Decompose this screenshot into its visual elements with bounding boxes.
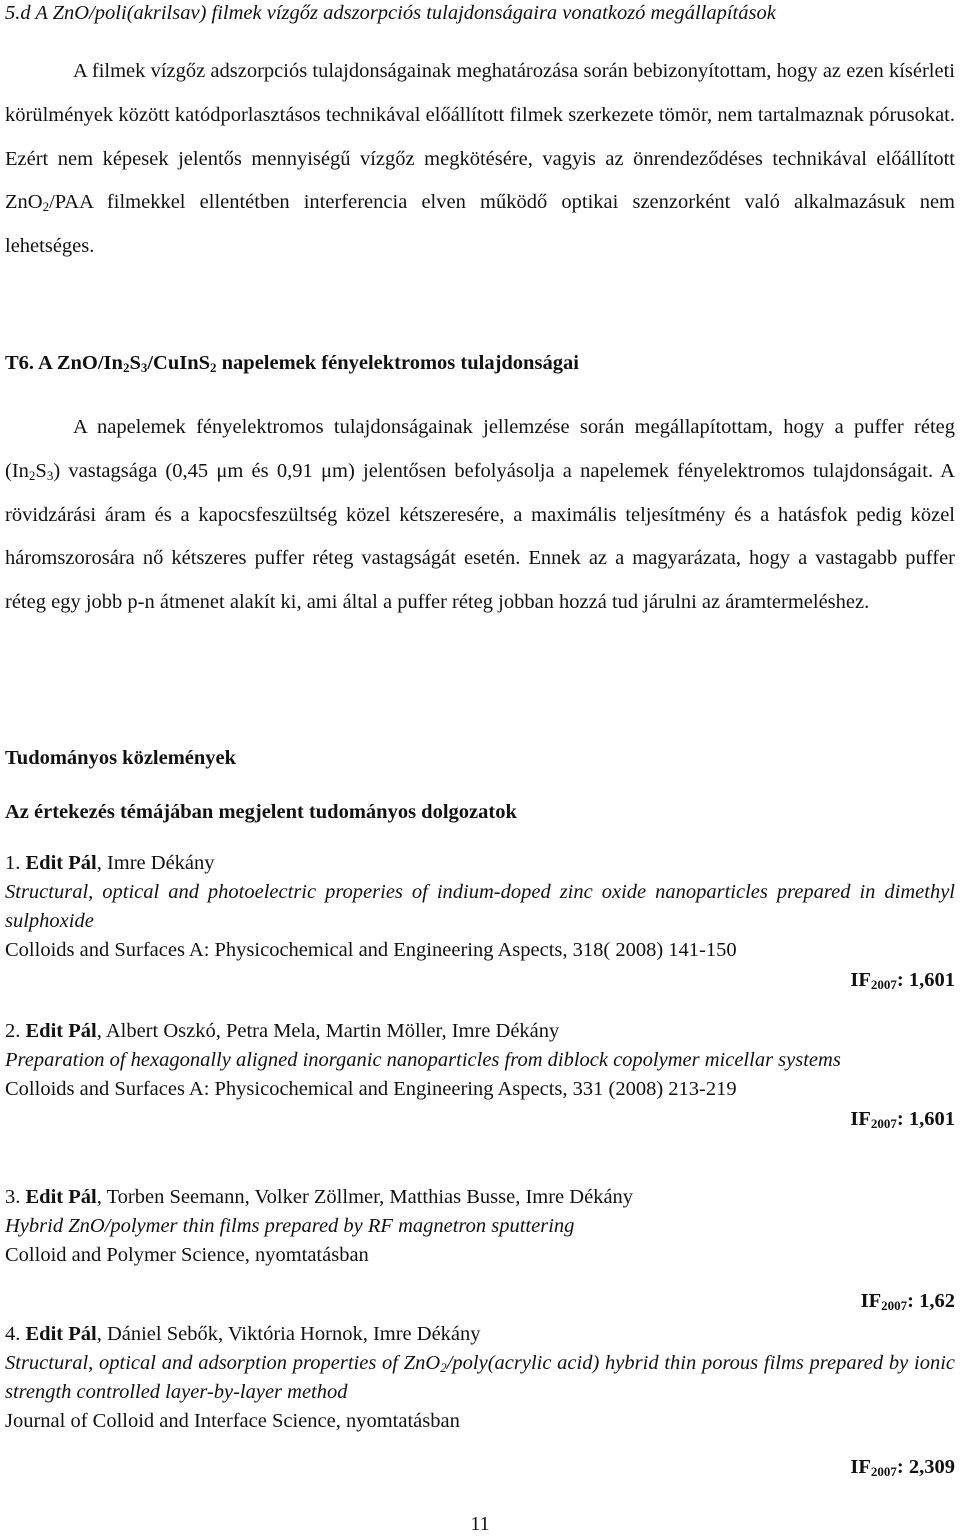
- publication-journal: Journal of Colloid and Interface Science, nyomtatásban: [5, 1410, 460, 1432]
- t6-heading: T6. A ZnO/$In_2S_3/CuInS_2$ napelemek fényelektromos tulajdonságai: [5, 352, 579, 375]
- section-title: 5.d A ZnO/poli(akrilsav) filmek vízgőz adszorpciós tulajdonságaira vonatkozó megállapítások: [5, 2, 776, 24]
- publication-authors: 1. Edit Pál, Imre Dékány: [5, 852, 215, 874]
- impact-factor: $IF_{2007}$: 1,601: [850, 1108, 955, 1131]
- publications-heading: Tudományos közlemények: [5, 747, 237, 769]
- publication-title: Preparation of hexagonally aligned inorganic nanoparticles from diblock copolymer micellar systems: [5, 1049, 841, 1071]
- publication-authors: 4. Edit Pál, Dániel Sebők, Viktória Hornok, Imre Dékány: [5, 1323, 481, 1345]
- publication-title: Structural, optical and adsorption properties of ZnO$_2$/poly(acrylic acid) hybrid thin porous films prepared by ionic strength controlled layer-by-layer method: [5, 1352, 955, 1403]
- publication-item: [5, 849, 955, 995]
- paragraph-water-vapor: A filmek vízgőz adszorpciós tulajdonságainak meghatározása során bebizonyítottam, hogy az ezen kísérleti körülmények között katódporlasztásos technikával előállított filmek szerkezete tömör, nem tartalmaznak pórusokat. Ezért nem képesek jelentős mennyiségű vízgőz megkötésére, vagyis az önrendeződéses technikával előállított ZnO$_2$/PAA filmekkel ellentétben interferencia elven működő optikai szenzorként való alkalmazásuk nem lehetséges.: [5, 60, 955, 258]
- paragraph-solar-cells: A napelemek fényelektromos tulajdonságainak jellemzése során megállapítottam, hogy a puffer réteg $(In_2S_3)$ vastagsága (0,45 μm és 0,91 μm) jelentősen befolyásolja a napelemek fényelektromos tulajdonságait. A rövidzárási áram és a kapocsfeszültség közel kétszeresére, a maximális teljesítmény és a hatásfok pedig közel háromszorosára nő kétszeres puffer réteg vastagságát esetén. Ennek az a magyarázata, hogy a vastagabb puffer réteg egy jobb p-n átmenet alakít ki, ami által a puffer réteg jobban hozzá tud járulni az áramtermeléshez.: [5, 416, 955, 614]
- publication-journal: Colloids and Surfaces A: Physicochemical and Engineering Aspects, 318( 2008) 141-150: [5, 939, 737, 961]
- impact-factor: $IF_{2007}$: 1,62: [860, 1290, 955, 1313]
- impact-factor: $IF_{2007}$: 1,601: [850, 969, 955, 992]
- publication-authors: 2. Edit Pál, Albert Oszkó, Petra Mela, Martin Möller, Imre Dékány: [5, 1020, 560, 1042]
- dissertation-papers-heading: Az értekezés témájában megjelent tudományos dolgozatok: [5, 801, 517, 823]
- publication-authors: 3. Edit Pál, Torben Seemann, Volker Zöllmer, Matthias Busse, Imre Dékány: [5, 1186, 634, 1208]
- publication-item: [5, 1320, 955, 1482]
- publication-journal: Colloid and Polymer Science, nyomtatásban: [5, 1244, 369, 1266]
- impact-factor: $IF_{2007}$: 2,309: [850, 1456, 955, 1479]
- page-number: 11: [470, 1513, 490, 1535]
- publication-item: [5, 1017, 955, 1134]
- publication-item: [5, 1183, 955, 1316]
- publication-journal: Colloids and Surfaces A: Physicochemical and Engineering Aspects, 331 (2008) 213-219: [5, 1078, 737, 1100]
- publication-title: Hybrid ZnO/polymer thin films prepared by RF magnetron sputtering: [5, 1215, 575, 1237]
- publication-title: Structural, optical and photoelectric properies of indium-doped zinc oxide nanoparticles prepared in dimethyl sulphoxide: [5, 881, 955, 932]
